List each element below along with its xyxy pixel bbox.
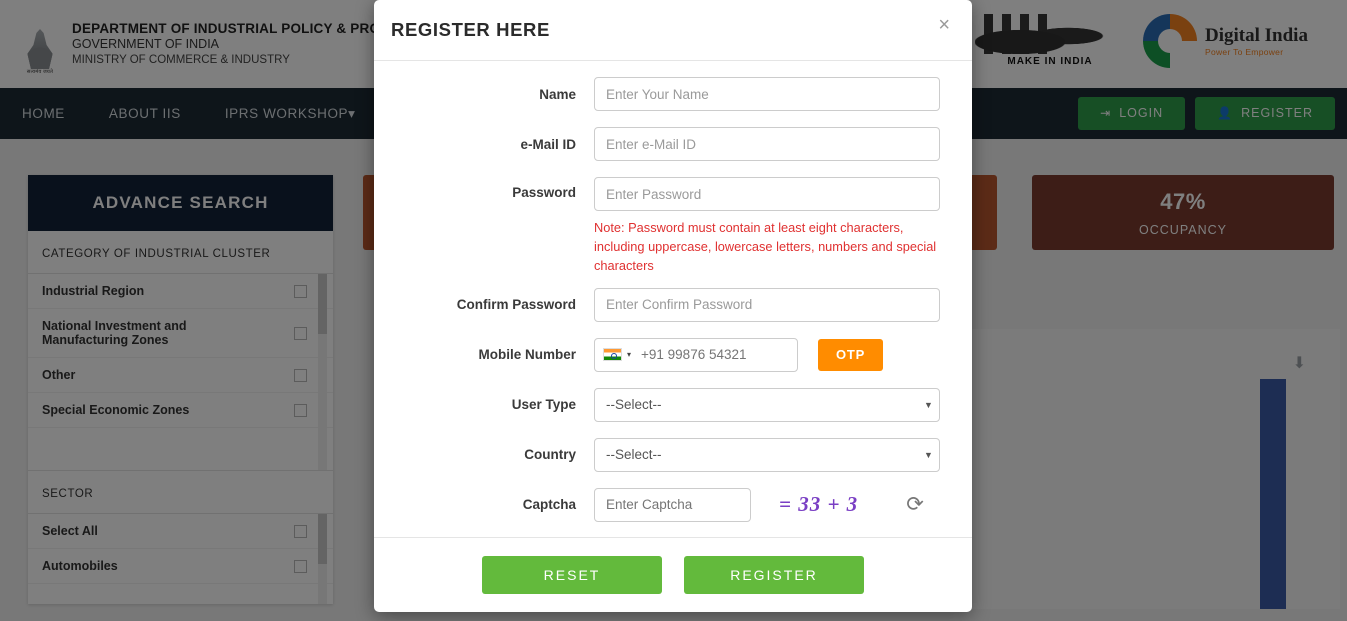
modal-footer	[374, 537, 972, 612]
confirm-password-label: Confirm Password	[456, 297, 576, 313]
user-type-control	[594, 388, 942, 422]
field-row-mobile	[374, 338, 972, 372]
captcha-control	[594, 488, 942, 522]
email-control	[594, 127, 942, 161]
country-select[interactable]	[594, 438, 940, 472]
field-row-email	[374, 127, 972, 161]
captcha-input[interactable]	[594, 488, 751, 522]
chevron-down-icon: ▼	[924, 449, 933, 460]
email-label: e-Mail ID	[520, 136, 576, 152]
field-row-confirm-password	[374, 288, 972, 322]
field-row-password	[374, 177, 972, 276]
mobile-control	[594, 338, 942, 372]
password-note: Note: Password must contain at least eight characters, including uppercase, lowercase letters, numbers and special characters	[594, 220, 937, 274]
password-control	[594, 177, 942, 276]
close-icon[interactable]: ×	[932, 14, 956, 36]
field-row-captcha	[374, 488, 972, 522]
field-row-name	[374, 77, 972, 111]
refresh-icon[interactable]: ⟳	[906, 493, 924, 517]
user-type-label: User Type	[511, 397, 576, 413]
india-flag-icon	[603, 348, 622, 361]
mobile-number-input[interactable]	[639, 346, 779, 363]
chevron-down-icon[interactable]: ▾	[627, 350, 632, 360]
password-input[interactable]	[594, 177, 940, 211]
captcha-expression: = 33 + 3	[779, 492, 859, 517]
modal-title: REGISTER HERE	[391, 19, 550, 40]
confirm-password-input[interactable]	[594, 288, 940, 322]
captcha-label: Captcha	[522, 497, 576, 513]
modal-body	[374, 61, 972, 537]
password-label: Password	[512, 185, 576, 200]
otp-button[interactable]: OTP	[818, 339, 883, 371]
register-modal	[374, 0, 972, 612]
confirm-password-control	[594, 288, 942, 322]
name-input[interactable]	[594, 77, 940, 111]
name-label: Name	[539, 86, 576, 102]
mobile-input-wrapper[interactable]	[594, 338, 798, 372]
modal-header	[374, 0, 972, 61]
field-row-country	[374, 438, 972, 472]
register-submit-button[interactable]: REGISTER	[684, 556, 864, 594]
country-control	[594, 438, 942, 472]
email-field[interactable]	[594, 127, 940, 161]
name-control	[594, 77, 942, 111]
chevron-down-icon: ▼	[924, 399, 933, 410]
country-label: Country	[524, 447, 576, 463]
user-type-select[interactable]	[594, 388, 940, 422]
field-row-user-type	[374, 388, 972, 422]
mobile-label: Mobile Number	[478, 347, 576, 363]
reset-button[interactable]: RESET	[482, 556, 662, 594]
